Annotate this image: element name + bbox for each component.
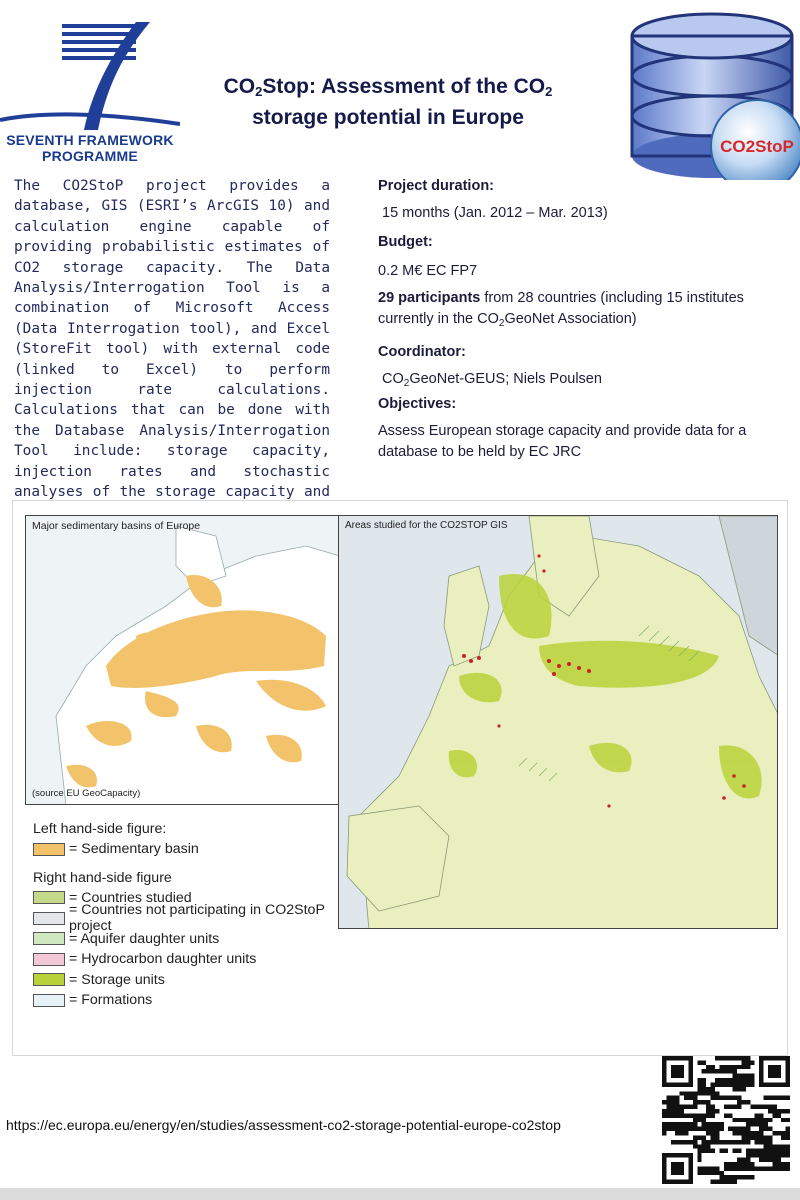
page-title xyxy=(178,74,598,131)
title-line2: storage potential in Europe xyxy=(252,106,524,129)
title-sub2: 2 xyxy=(545,84,553,99)
co2stop-areas-map xyxy=(338,515,778,929)
left-map-caption: Major sedimentary basins of Europe xyxy=(32,520,201,532)
duration-label: Project duration: xyxy=(378,178,495,194)
coordinator-label: Coordinator: xyxy=(378,344,466,360)
participants-bold: 29 participants xyxy=(378,290,481,306)
legend-swatch xyxy=(33,932,65,945)
participants-rest1: from 28 countries (including 15 institutes currently in the CO xyxy=(378,290,744,327)
legend-item-countries-not-participating xyxy=(33,902,333,935)
legend-label: = Countries studied xyxy=(69,889,192,906)
program-line1: SEVENTH FRAMEWORK xyxy=(6,132,174,148)
right-map-caption: Areas studied for the CO2STOP GIS xyxy=(345,520,508,531)
legend-label: = Storage units xyxy=(69,971,165,988)
bottom-divider xyxy=(0,1188,800,1200)
legend-item-sedimentary-basin xyxy=(33,839,333,860)
title-part1: CO xyxy=(223,75,256,98)
duration-value: 15 months (Jan. 2012 – Mar. 2013) xyxy=(382,205,608,221)
coordinator-value xyxy=(378,369,788,394)
participants-text xyxy=(378,288,788,334)
budget-value: 0.2 M€ EC FP7 xyxy=(378,263,478,279)
coordinator-part2: GeoNet-GEUS; Niels Poulsen xyxy=(409,371,602,387)
legend-label: = Aquifer daughter units xyxy=(69,930,220,947)
objectives-value: Assess European storage capacity and provide data for a database to be held by EC JRC xyxy=(378,423,747,460)
database-logo xyxy=(622,0,800,180)
legend-swatch xyxy=(33,891,65,904)
map-legend xyxy=(33,819,333,1011)
coordinator-sub: 2 xyxy=(403,378,410,389)
project-info xyxy=(378,176,788,463)
legend-label: = Sedimentary basin xyxy=(69,841,199,858)
legend-right-heading: Right hand-side figure xyxy=(33,869,172,886)
legend-label: = Countries not participating in CO2StoP project xyxy=(69,902,325,935)
budget-label: Budget: xyxy=(378,234,433,250)
europe-areas-map-image xyxy=(339,516,778,929)
legend-swatch xyxy=(33,843,65,856)
program-line2: PROGRAMME xyxy=(42,148,138,164)
database-cylinder-icon xyxy=(622,0,800,180)
seven-stripes-icon xyxy=(0,12,180,132)
legend-swatch xyxy=(33,953,65,966)
legend-swatch xyxy=(33,973,65,986)
legend-swatch xyxy=(33,912,65,925)
legend-swatch xyxy=(33,994,65,1007)
legend-item-hydrocarbon-daughter-units xyxy=(33,949,333,970)
legend-label: = Hydrocarbon daughter units xyxy=(69,951,257,968)
fp7-logo xyxy=(0,12,180,172)
coordinator-part1: CO xyxy=(382,371,404,387)
source-link[interactable]: https://ec.europa.eu/energy/en/studies/assessment-co2-storage-potential-europe-co2stop xyxy=(6,1117,561,1133)
qr-code-icon xyxy=(662,1056,790,1184)
objectives-label: Objectives: xyxy=(378,396,457,412)
legend-item-formations xyxy=(33,990,333,1011)
map-panel xyxy=(12,500,788,1056)
project-description: The CO2StoP project provides a database, GIS (ESRI’s ArcGIS 10) and calculation engine capable of providing probabilistic estimates of CO2 storage capacity. The Data Analysis/Interrogation Tool is a combination of Microsoft Access (Data Interrogation tool), and Excel (StoreFit tool) with external code (linked to Excel) to perform injection rate calculations. Calculations that can be done with the Database Analysis/Interrogation Tool include: storage capacity, injection rates and stochastic analyses of the storage capacity and xyxy=(14,178,330,501)
participants-sub: 2 xyxy=(498,318,505,329)
sedimentary-basins-map xyxy=(25,515,339,805)
legend-label: = Formations xyxy=(69,992,153,1009)
qr-code[interactable] xyxy=(662,1056,790,1184)
title-part2: Stop: Assessment of the CO xyxy=(262,75,546,98)
legend-left-heading: Left hand-side figure: xyxy=(33,821,167,837)
left-map-source: (source EU GeoCapacity) xyxy=(32,788,141,799)
title-sub1: 2 xyxy=(255,84,263,99)
participants-rest2: GeoNet Association) xyxy=(504,311,637,327)
legend-item-storage-units xyxy=(33,970,333,991)
db-logo-text: CO2StoP xyxy=(720,137,794,156)
europe-basins-map-image xyxy=(26,516,339,805)
